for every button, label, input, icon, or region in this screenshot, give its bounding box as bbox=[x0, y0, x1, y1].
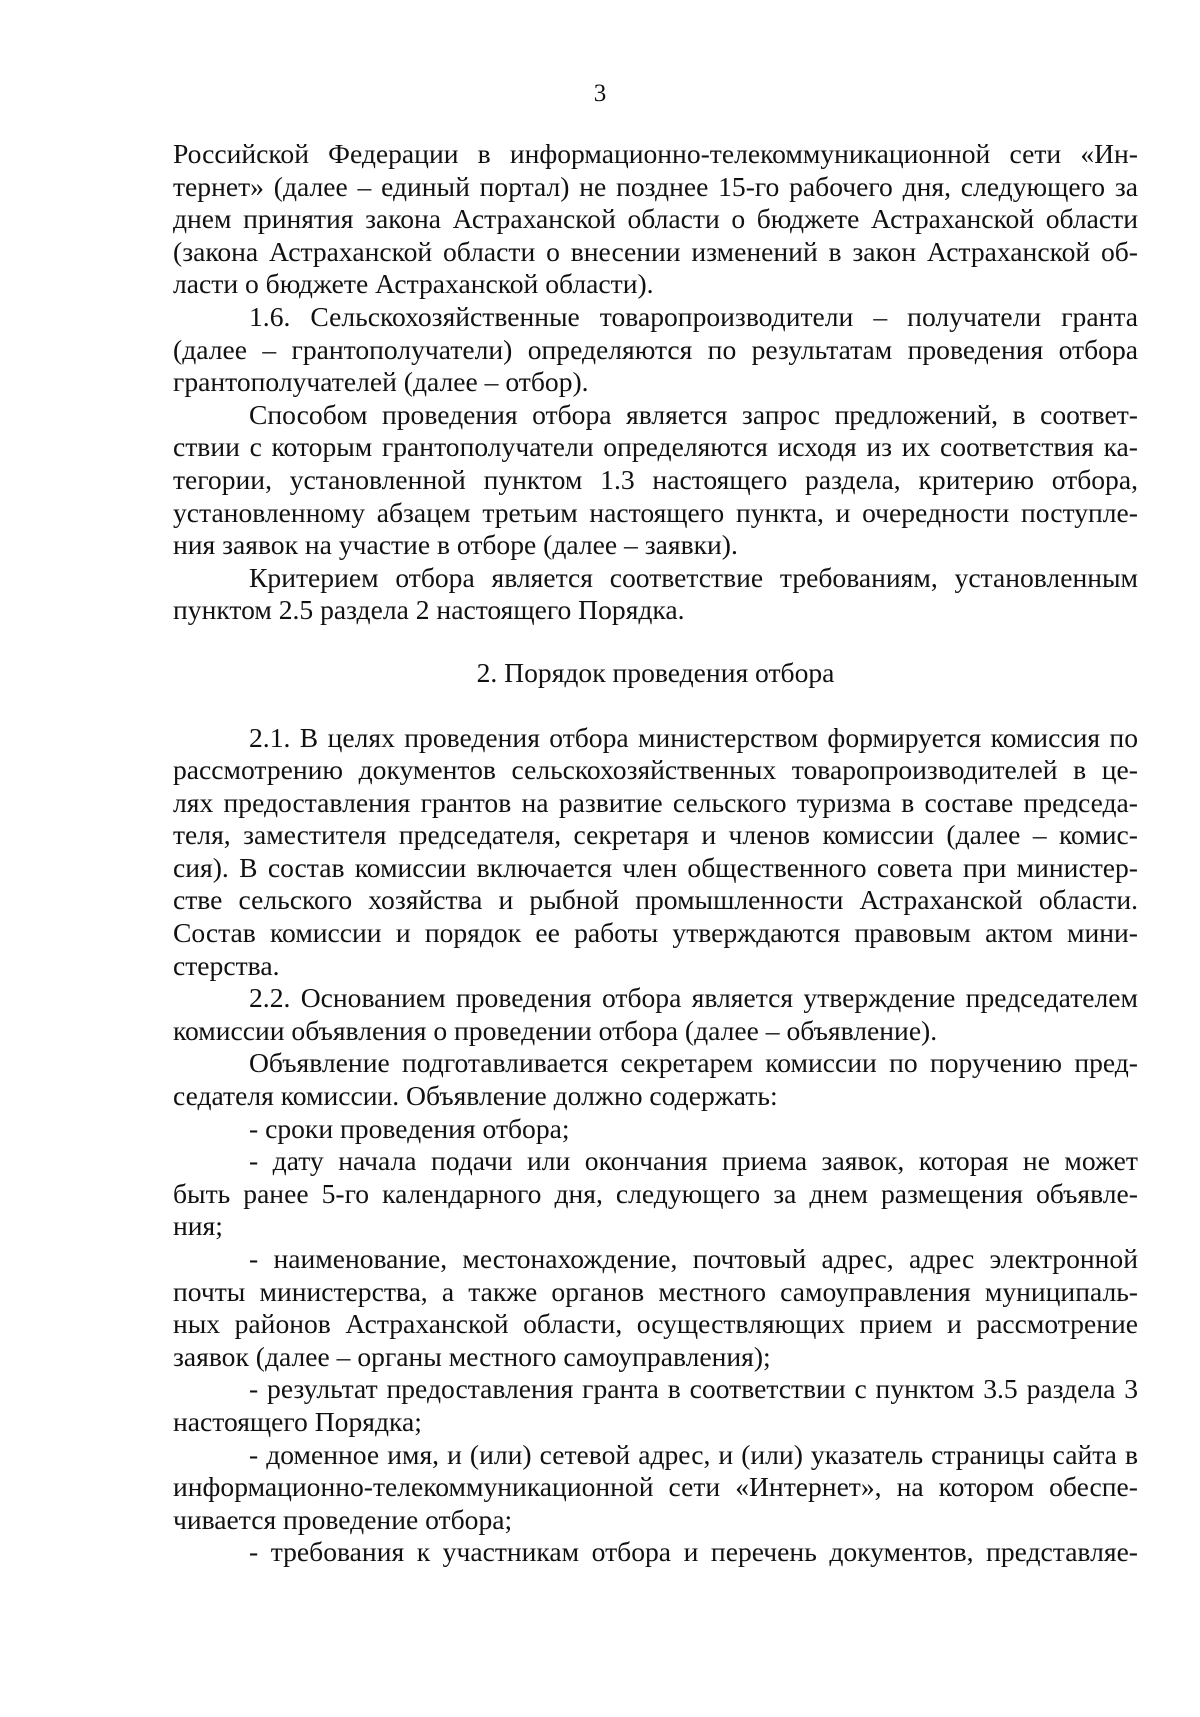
text-line: 2.2. Основанием проведения отбора является утверждение председателем bbox=[249, 982, 1138, 1014]
text-line: ных районов Астраханской области, осуществляющих прием и рассмотрение bbox=[173, 1308, 1138, 1340]
text-line: стве сельского хозяйства и рыбной промышленности Астраханской области. bbox=[173, 884, 1138, 916]
text-line: ласти о бюджете Астраханской области). bbox=[173, 268, 654, 300]
text-line: стерства. bbox=[173, 949, 280, 981]
text-line: заявок (далее – органы местного самоуправления); bbox=[173, 1340, 771, 1372]
text-line: лях предоставления грантов на развитие сельского туризма в составе председа- bbox=[173, 786, 1138, 818]
text-line: - результат предоставления гранта в соответствии с пунктом 3.5 раздела 3 bbox=[249, 1373, 1138, 1405]
text-line: ния; bbox=[173, 1210, 223, 1242]
text-line: (далее – грантополучатели) определяются по результатам проведения отбора bbox=[173, 333, 1138, 365]
paragraph bbox=[173, 138, 1138, 301]
text-line: установленному абзацем третьим настоящего пункта, и очередности поступле- bbox=[173, 496, 1138, 528]
page-number: 3 bbox=[593, 80, 607, 107]
text-line: пунктом 2.5 раздела 2 настоящего Порядка. bbox=[173, 594, 685, 626]
text-line: 1.6. Сельскохозяйственные товаропроизводители – получатели гранта bbox=[249, 300, 1138, 332]
text-line: Состав комиссии и порядок ее работы утверждаются правовым актом мини- bbox=[173, 917, 1138, 949]
text-line: Российской Федерации в информационно-телекоммуникационной сети «Ин- bbox=[173, 138, 1138, 169]
text-line: 2.1. В целях проведения отбора министерством формируется комиссия по bbox=[249, 721, 1138, 753]
text-line: быть ранее 5-го календарного дня, следующего за днем размещения объявле- bbox=[173, 1177, 1138, 1209]
text-line: грантополучателей (далее – отбор). bbox=[173, 366, 589, 398]
text-line: - доменное имя, и (или) сетевой адрес, и (или) указатель страницы сайта в bbox=[249, 1438, 1138, 1470]
paragraph bbox=[173, 982, 1138, 1047]
paragraph bbox=[173, 301, 1138, 399]
paragraph bbox=[173, 562, 1138, 627]
text-line: - дату начала подачи или окончания приема заявок, которая не может bbox=[249, 1145, 1138, 1177]
text-line: сия). В состав комиссии включается член общественного совета при министер- bbox=[173, 851, 1138, 883]
text-line: ствии с которым грантополучатели определяются исходя из их соответствия ка- bbox=[173, 431, 1138, 463]
text-line: днем принятия закона Астраханской области о бюджете Астраханской области bbox=[173, 203, 1138, 235]
document-body bbox=[173, 138, 1138, 1569]
section-heading: 2. Порядок проведения отбора bbox=[476, 656, 835, 688]
paragraph bbox=[173, 1145, 1138, 1243]
text-line: теля, заместителя председателя, секретаря и членов комиссии (далее – комис- bbox=[173, 819, 1138, 851]
text-line: тернет» (далее – единый портал) не позднее 15-го рабочего дня, следующего за bbox=[173, 170, 1138, 202]
text-line: информационно-телекоммуникационной сети «Интернет», на котором обеспе- bbox=[173, 1471, 1138, 1503]
text-line: комиссии объявления о проведении отбора (далее – объявление). bbox=[173, 1014, 938, 1046]
paragraph bbox=[173, 1113, 1138, 1146]
text-line: седателя комиссии. Объявление должно содержать: bbox=[173, 1080, 778, 1112]
paragraph bbox=[173, 722, 1138, 983]
text-line: почты министерства, а также органов местного самоуправления муниципаль- bbox=[173, 1275, 1138, 1307]
text-line: (закона Астраханской области о внесении изменений в закон Астраханской об- bbox=[173, 235, 1138, 267]
text-line: - сроки проведения отбора; bbox=[249, 1112, 570, 1144]
paragraph bbox=[173, 1536, 1138, 1569]
paragraph bbox=[173, 1439, 1138, 1537]
text-line: - требования к участникам отбора и перечень документов, представляе- bbox=[249, 1536, 1138, 1568]
text-line: тегории, установленной пунктом 1.3 настоящего раздела, критерию отбора, bbox=[173, 463, 1138, 495]
paragraph bbox=[173, 399, 1138, 562]
text-line: чивается проведение отбора; bbox=[173, 1503, 513, 1535]
text-line: рассмотрению документов сельскохозяйственных товаропроизводителей в це- bbox=[173, 754, 1138, 786]
paragraph bbox=[173, 1373, 1138, 1438]
text-line: Объявление подготавливается секретарем комиссии по поручению пред- bbox=[249, 1047, 1138, 1079]
text-line: Способом проведения отбора является запрос предложений, в соответ- bbox=[249, 398, 1138, 430]
text-line: ния заявок на участие в отборе (далее – заявки). bbox=[173, 529, 738, 561]
text-line: - наименование, местонахождение, почтовый адрес, адрес электронной bbox=[249, 1243, 1138, 1274]
paragraph bbox=[173, 1243, 1138, 1373]
text-line: настоящего Порядка; bbox=[173, 1405, 422, 1437]
text-line: Критерием отбора является соответствие требованиям, установленным bbox=[249, 561, 1138, 593]
paragraph bbox=[173, 1047, 1138, 1112]
